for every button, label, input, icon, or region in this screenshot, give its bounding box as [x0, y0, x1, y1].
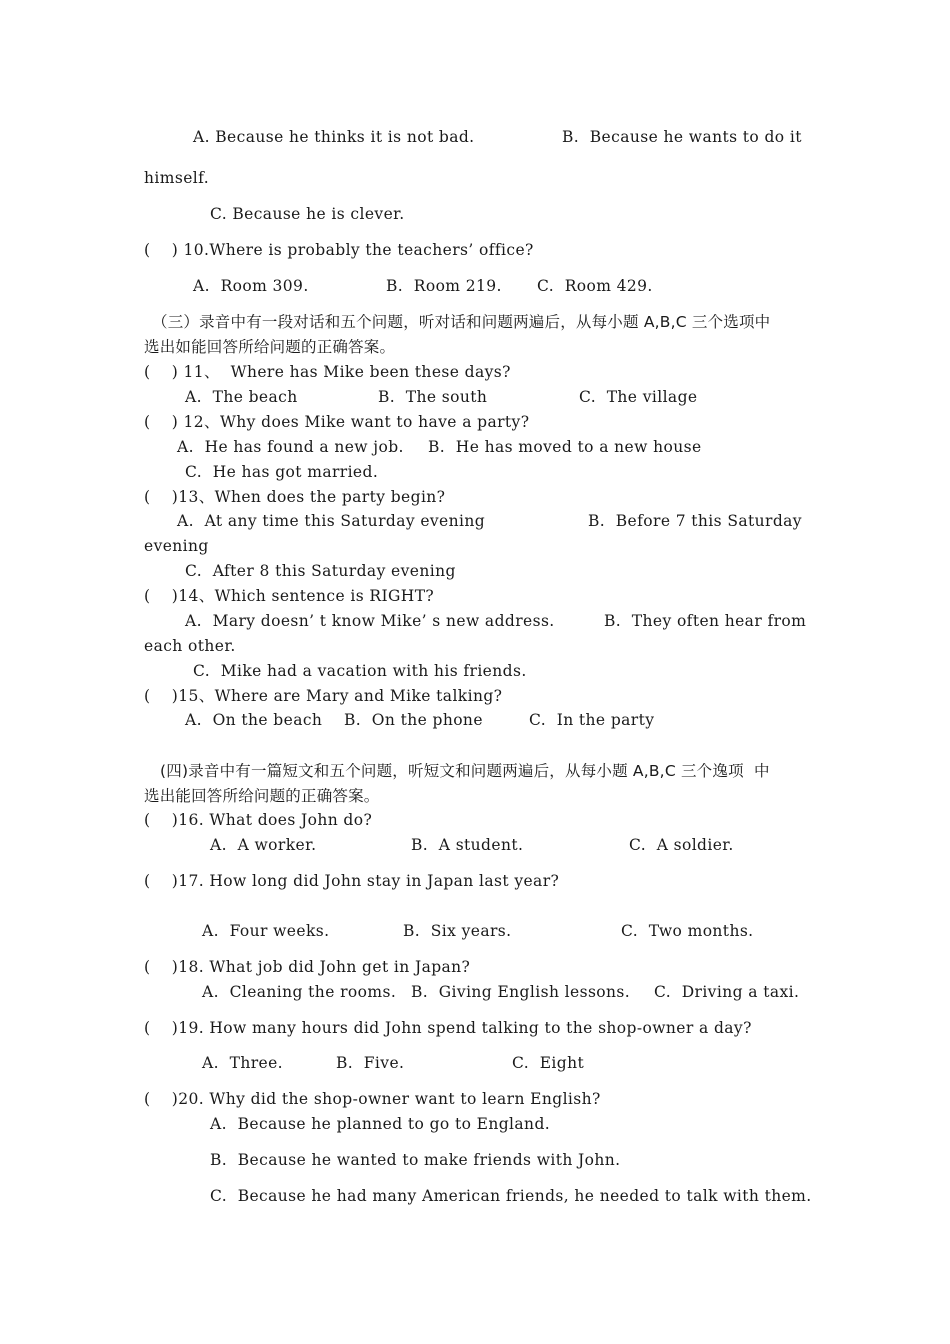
- q17-option-a: A. Four weeks.: [202, 922, 330, 940]
- section-3-instructions-cont: 选出如能回答所给问题的正确答案。: [144, 338, 396, 356]
- q20-question: ( )20. Why did the shop-owner want to learn English?: [144, 1090, 601, 1108]
- q9-option-b-cont: himself.: [144, 169, 210, 187]
- q19-question: ( )19. How many hours did John spend talking to the shop-owner a day?: [144, 1019, 752, 1037]
- q16-option-a: A. A worker.: [210, 836, 317, 854]
- q10-option-c: C. Room 429.: [537, 277, 653, 295]
- q16-option-c: C. A soldier.: [629, 836, 734, 854]
- q9-option-b: B. Because he wants to do it: [562, 128, 802, 146]
- section-3-instructions: （三）录音中有一段对话和五个问题，听对话和问题两遍后，从每小题 A,B,C 三个选项中: [152, 313, 771, 331]
- q13-option-a: A. At any time this Saturday evening: [177, 512, 486, 530]
- q10-option-b: B. Room 219.: [386, 277, 502, 295]
- q18-option-b: B. Giving English lessons.: [411, 983, 631, 1001]
- q16-question: ( )16. What does John do?: [144, 811, 373, 829]
- q17-option-b: B. Six years.: [403, 922, 512, 940]
- section-4-instructions: (四)录音中有一篇短文和五个问题，听短文和问题两遍后，从每小题 A,B,C 三个逸项 中: [160, 762, 770, 780]
- q15-option-a: A. On the beach: [185, 711, 323, 729]
- q13-option-b: B. Before 7 this Saturday: [588, 512, 802, 530]
- q11-option-b: B. The south: [378, 388, 488, 406]
- q19-option-c: C. Eight: [512, 1054, 585, 1072]
- q11-question: ( ) 11、 Where has Mike been these days?: [144, 363, 511, 381]
- q20-option-a: A. Because he planned to go to England.: [210, 1115, 551, 1133]
- q10-option-a: A. Room 309.: [193, 277, 309, 295]
- q19-option-b: B. Five.: [336, 1054, 405, 1072]
- q10-question: ( ) 10.Where is probably the teachers’ office?: [144, 241, 534, 259]
- q14-question: ( )14、Which sentence is RIGHT?: [144, 587, 435, 605]
- q15-option-b: B. On the phone: [344, 711, 483, 729]
- q14-option-a: A. Mary doesn’ t know Mike’ s new address.: [185, 612, 555, 630]
- q9-option-c: C. Because he is clever.: [210, 205, 405, 223]
- q12-option-c: C. He has got married.: [185, 463, 379, 481]
- q12-option-b: B. He has moved to a new house: [428, 438, 702, 456]
- q18-option-a: A. Cleaning the rooms.: [202, 983, 397, 1001]
- q15-question: ( )15、Where are Mary and Mike talking?: [144, 687, 503, 705]
- q12-option-a: A. He has found a new job.: [177, 438, 404, 456]
- section-4-instructions-cont: 选出能回答所给问题的正确答案。: [144, 787, 380, 805]
- q12-question: ( ) 12、Why does Mike want to have a party?: [144, 413, 530, 431]
- q11-option-a: A. The beach: [185, 388, 298, 406]
- q17-option-c: C. Two months.: [621, 922, 754, 940]
- q15-option-c: C. In the party: [529, 711, 655, 729]
- q20-option-b: B. Because he wanted to make friends with John.: [210, 1151, 621, 1169]
- q14-option-b: B. They often hear from: [604, 612, 807, 630]
- q14-option-b-cont: each other.: [144, 637, 236, 655]
- q20-option-c: C. Because he had many American friends, he needed to talk with them.: [210, 1187, 812, 1205]
- q14-option-c: C. Mike had a vacation with his friends.: [193, 662, 527, 680]
- q16-option-b: B. A student.: [411, 836, 524, 854]
- q18-question: ( )18. What job did John get in Japan?: [144, 958, 471, 976]
- q18-option-c: C. Driving a taxi.: [654, 983, 800, 1001]
- q19-option-a: A. Three.: [202, 1054, 283, 1072]
- q11-option-c: C. The village: [579, 388, 698, 406]
- q17-question: ( )17. How long did John stay in Japan last year?: [144, 872, 560, 890]
- q13-option-b-cont: evening: [144, 537, 209, 555]
- q13-option-c: C. After 8 this Saturday evening: [185, 562, 456, 580]
- q9-option-a: A. Because he thinks it is not bad.: [193, 128, 475, 146]
- q13-question: ( )13、When does the party begin?: [144, 488, 446, 506]
